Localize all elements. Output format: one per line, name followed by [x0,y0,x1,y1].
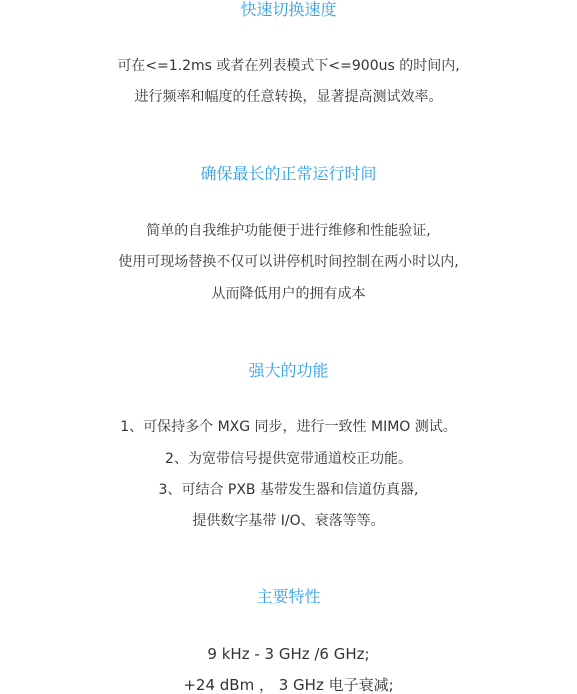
section-heading-powerful-features: 强大的功能 [248,361,329,380]
section-heading-key-characteristics: 主要特性 [256,587,321,606]
fast-switching-line-1: 可在<=1.2ms 或者在列表模式下<=900us 的时间内, [117,58,460,74]
uptime-line-3: 从而降低用户的拥有成本 [211,286,366,302]
section-heading-fast-switching: 快速切换速度 [240,0,337,19]
key-characteristics-line-1: 9 kHz - 3 GHz /6 GHz; [207,645,370,663]
uptime-line-2: 使用可现场替换不仅可以讲停机时间控制在两小时以内, [118,254,459,270]
powerful-features-line-4: 提供数字基带 I/O、衰落等等。 [192,513,385,529]
section-heading-uptime: 确保最长的正常运行时间 [200,164,377,183]
powerful-features-line-3: 3、可结合 PXB 基带发生器和信道仿真器, [158,482,419,498]
fast-switching-line-2: 进行频率和幅度的任意转换，显著提高测试效率。 [134,89,443,105]
uptime-line-1: 简单的自我维护功能便于进行维修和性能验证, [146,223,431,239]
powerful-features-line-2: 2、为宽带信号提供宽带通道校正功能。 [165,451,412,467]
key-characteristics-line-2: +24 dBm ， 3 GHz 电子衰减; [183,676,394,694]
powerful-features-line-1: 1、可保持多个 MXG 同步，进行一致性 MIMO 测试。 [120,419,457,435]
